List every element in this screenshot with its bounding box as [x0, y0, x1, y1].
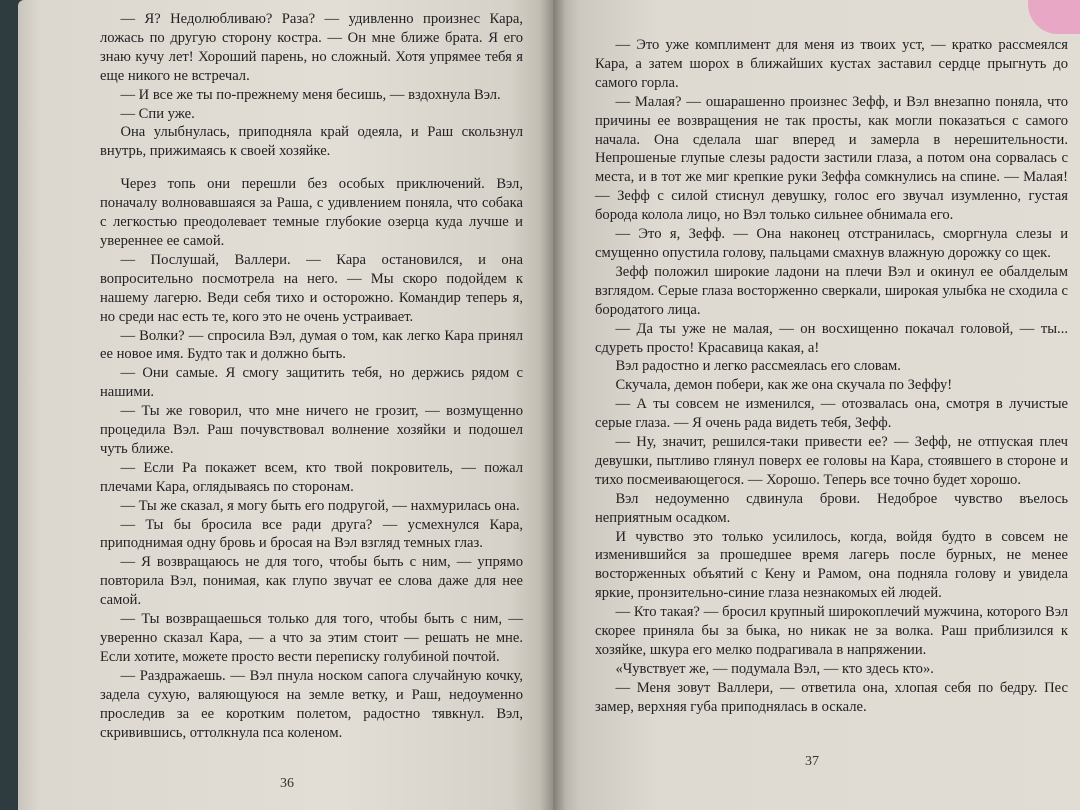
paragraph: — Ты бы бросила все ради друга? — усмехнулся Кара, приподнимая одну бровь и бросая на Вэл взгляд темных глаз.: [100, 516, 523, 552]
book-gutter: [540, 0, 566, 810]
page-number: 36: [280, 776, 294, 792]
paragraph: Через топь они перешли без особых приключений. Вэл, поначалу волновавшаяся за Раша, с удивлением поняла, что собака с легкостью преодолевает темные глубокие озерца куда лучше и увереннее ее самой.: [100, 176, 523, 249]
paragraph: — Это я, Зефф. — Она наконец отстранилась, сморгнула слезы и смущенно опустила голову, пальцами смахнув влажную дорожку со щек.: [595, 226, 1068, 261]
paragraph: «Чувствует же, — подумала Вэл, — кто здесь кто».: [615, 660, 934, 677]
paragraph: — Я? Недолюбливаю? Раза? — удивленно произнес Кара, ложась по другую сторону костра. — Он мне ближе брата. Я его знаю кучу лет! Хороший парень, но сложный. Хотя упрямее тебя я еще никого не встречал.: [100, 11, 523, 84]
section-break: [100, 161, 523, 175]
paragraph: — Волки? — спросила Вэл, думая о том, как легко Кара принял ее новое имя. Будто так и должно быть.: [100, 327, 523, 363]
paragraph: Она улыбнулась, приподняла край одеяла, и Раш скользнул внутрь, прижимаясь к своей хозяйке.: [100, 124, 523, 160]
paragraph: Скучала, демон побери, как же она скучала по Зеффу!: [615, 377, 953, 394]
right-page: [553, 0, 1080, 810]
paragraph: — Да ты уже не малая, — он восхищенно покачал головой, — ты... сдуреть просто! Красавица какая, а!: [595, 320, 1068, 356]
paragraph: — Ты же говорил, что мне ничего не грозит, — возмущенно процедила Вэл. Раш почувствовал волнение хозяйки и подошел чуть ближе.: [100, 403, 523, 457]
paragraph: — Ну, значит, решился-таки привести ее? — Зефф, не отпуская плеч девушки, пытливо глянул поверх ее головы на Кара, стоявшего в стороне и тихо посмеивающегося. — Хорошо. Теперь все точно будет хорошо.: [595, 434, 1068, 488]
paragraph: — Спи уже.: [120, 105, 195, 122]
paragraph: — Раздражаешь. — Вэл пнула носком сапога случайную кочку, задела сухую, валяющуюся на земле ветку, и Раш, недоуменно проследив за ее коротким полетом, радостно тявкнул. Вэл, скривившись, оттолкнула пса коленом.: [100, 667, 523, 741]
page-number: 37: [805, 754, 819, 770]
paragraph: — Это уже комплимент для меня из твоих уст, — кратко рассмеялся Кара, а затем шорох в ближайших кустах заставил сердце прыгнуть до самого горла.: [595, 37, 1068, 91]
paragraph: — Кто такая? — бросил крупный широкоплечий мужчина, которого Вэл скорее приняла бы за быка, но никак не за волка. Раш приблизился к хозяйке, шкура его мелко подрагивала в напряжении.: [595, 604, 1068, 658]
paragraph: — Если Ра покажет всем, кто твой покровитель, — пожал плечами Кара, оглядываясь по сторонам.: [100, 459, 523, 495]
paragraph: Вэл радостно и легко рассмеялась его словам.: [615, 358, 901, 375]
paragraph: — И все же ты по-прежнему меня бесишь, — вздохнула Вэл.: [120, 86, 501, 103]
paragraph: — Ты же сказал, я могу быть его подругой, — нахмурилась она.: [120, 497, 520, 514]
left-page: [18, 0, 553, 810]
paragraph: И чувство это только усилилось, когда, войдя будто в совсем не изменившийся за прошедшее время лагерь после бурных, не менее восторженных объятий с Кену и Рамом, она подняла голову и увидела яркие, пронзительно-синие глаза незнакомых ей людей.: [595, 528, 1068, 602]
paragraph: — Малая? — ошарашенно произнес Зефф, и Вэл внезапно поняла, что причины ее возвращения не так просты, как могли показаться с самого начала. Она сделала шаг вперед и замерла в нерешительности. Непрошеные глупые слезы радости застили глаза, а потом она сорвалась с места, и в тот же миг крепкие руки Зеффа сомкнулись на спине. — Малая! — Зефф с силой стиснул девушку, голос его звучал изумленно, густая борода колола лицо, но Вэл только сильнее обнимала его.: [595, 93, 1068, 224]
paragraph: — Послушай, Валлери. — Кара остановился, и она вопросительно посмотрела на него. — Мы скоро подойдем к нашему лагерю. Веди себя тихо и осторожно. Командир теперь я, но среди нас есть те, кого это не очень устраивает.: [100, 251, 523, 325]
paragraph: — Ты возвращаешься только для того, чтобы быть с ним, — уверенно сказал Кара, — а что за этим стоит — решать не мне. Если хотите, можете просто вести переписку голубиной почтой.: [100, 611, 523, 665]
paragraph: — Меня зовут Валлери, — ответила она, хлопая себя по бедру. Пес замер, верхняя губа приподнялась в оскале.: [595, 679, 1068, 715]
paragraph: — Они самые. Я смогу защитить тебя, но держись рядом с нашими.: [100, 365, 523, 401]
paragraph: — А ты совсем не изменился, — отозвалась она, смотря в лучистые серые глаза. — Я очень рада видеть тебя, Зефф.: [595, 396, 1068, 432]
paragraph: Зефф положил широкие ладони на плечи Вэл и окинул ее обалделым взглядом. Серые глаза восторженно сверкали, широкая улыбка не сходила с бородатого лица.: [595, 263, 1068, 318]
paragraph: Вэл недоуменно сдвинула брови. Недоброе чувство въелось неприятным осадком.: [595, 490, 1068, 526]
paragraph: — Я возвращаюсь не для того, чтобы быть с ним, — упрямо повторила Вэл, понимая, как глупо звучат ее слова даже для нее самой.: [100, 554, 523, 609]
